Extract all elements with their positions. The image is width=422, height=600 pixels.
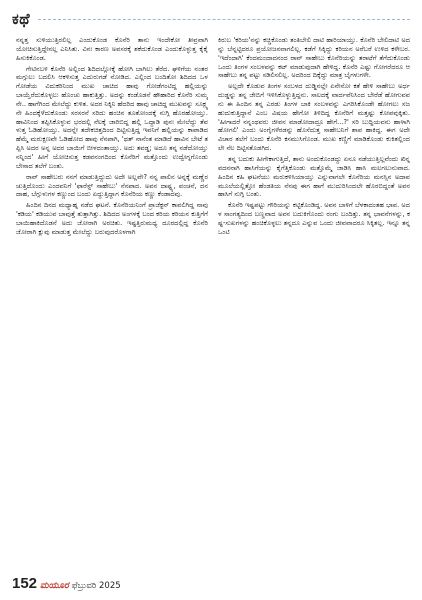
column-right [218, 36, 410, 572]
article-body [16, 36, 410, 572]
paragraph: ನನ್ನತ್ತ ಸುಳಿಯುತ್ತಿರಲಿಲ್ಲ ಎಂದುಕೊಂಡ ಕೊನೆರಿ ತಾನು ಇಂದೇಕೋ ತೀವ್ರವಾಗಿ ಯೋಚಿಸುತ್ತಿದ್ದೇನಲ್ಲ ಎನಿಸಿತು. ವಿನಃ ಕಾರಣ ಅವಸರಕ್ಕೆ ಶಕೆದುಕೊಂಡ ಎಂದುಕೊಳ್ಳುತ್ತ ಕೈಕೈ ಹಿಸುಕಿಕೊಂಡ. [16, 36, 208, 62]
page-footer [12, 575, 121, 597]
paragraph: ಗೇಟಿನಬಳಿ ಕೊನೆರಿ ಅಲ್ಲಿಂದ ಶಿದಿದಲ್ಲೋಕ್ಕೆ ಹೋಗಿ ಬಾಗಿಲು ತೆರೆದ. ಘಳಿಗೆಯ ನಂತರ ಮಗ್ಗುಲು ಬದಲಿಸಿ ಆಕಳಿಸುತ್ತ ಎದುರುಗಡೆ ನೋಡಿದ. ಎಲ್ಲಿಂದ ಬಂದಿತೋ ಶಿದಿದದ ಒಳಗೋಡೆಯ ವಿದುಕರಿನಿಂದ ಮುಖ ಚಾಚಿದ ಹಾವು ಗೋಡೆಗಂಟಿದ್ದ ಹಲ್ಲಿಯನ್ನು ಬಾಯ್ತೆರೆದುಕೊಳ್ಳಲು ಹೊಂಚು ಹಾಕುತ್ತಿತ್ತು. ಅದನ್ನು ಕಂಡೊಡನೆ ಹೌಹಾರಿದ ಕೊನೆರಿ ಸುಮ್ಮನೇ.. ಹಾಗೆಗಿಂದ ಮೇಲೆದ್ದು ಕುಳಿತ. ಅದರ ನಿಕ್ಕಿನಿ ಹೆದರಿದ ಹಾವು ಚಾಚಿದ್ದ ಮುಖವನ್ನು ಸೂಕ್ಷ್ಮನೇ ಹಿಂದಕ್ಕೆಳೆದುಕೊಂಡು ಸರಸರನೆ ಸರಿದು ಹಂಚಿನ ತೂತೋಂದಕ್ಕೆ ನುಗ್ಗಿ ಹೊರಹೋಯ್ತು. ಹಾವಿನಿಂದ ತಪ್ಪಿಸಿಕೊಳ್ಳುವ ಭರದಲ್ಲಿ ನೆಲಕ್ಕೆ ಜಾರಿಬಿದ್ದ ಹಲ್ಲಿ ಒದ್ದಾಡಿ ಪುನಃ ಮೇಲೆದ್ದು ತೆವಳುತ್ತ ಓಡಿಹೋಯ್ತು. ಅದನ್ನೇ ತದೇಕಚಿತ್ತದಿಂದ ದಿಟ್ಟಿಸುತ್ತಿದ್ದ ಇವನಿಗೆ ಹಲ್ಲಿಯನ್ನು ಕಾಪಾಡಿದ ಹೆಮ್ಮೆ ಮರುಕ್ಷಣವೇ ಓಡಿಹೋದ ಹಾವು ನೆನಪಾಗಿ, 'ಥತ್ ನಾನೆಂತ ಮಾಡಿದೆ ಹಾವಿನ ಬೇಟೆ ತಪ್ಪಿಸಿ ಅದರ ಅನ್ನ ಅದರ ಬಾಯಿಗೆ ಬೀಳದಂತಾಯ್ತು. ಅದು ತವಡ್ಡ; ಅದೂ ತನ್ನ ನಡೆದೋಯ್ತು ನನ್ನಿಂದ' ಹೀಗೆ ಯೋಚಿಸುತ್ತ ಕಡವನಂಗದಿಂದ ಕೊನೆರಿಗೆ ಮತ್ತೊಂದು ಉದ್ವೇಗ್ನಗೊಂಡು ಬೇಸಾದ ತಲೆಗೆ ಬಂತು. [16, 64, 208, 170]
page-number: 152 [12, 575, 38, 592]
issue-date: ಫೆಬ್ರುವರಿ 2025 [71, 581, 121, 591]
title-rule [38, 19, 410, 20]
paragraph: ರಾವ್ ಸಾಹೇಬರು ನನಗೆ ಮಾಡುತ್ತಿದ್ದುದು ಅದೇ ಅಲ್ಲವೇ? ನನ್ನ ಪಾಲಿನ ಅನ್ನಕ್ಕೆ ಮಣ್ಣೆರಚುತ್ತಿದೊಂದು ಎಂದವನಿಗೆ 'ಫಾರೆಸ್ಟ್ ಸಾಹೇಬು' ನೆನಪಾದ. ಅವನ ದಾಷ್ಟ್ಯ, ವಂಚನೆ, ದನದಾಹ, ಬೆಗ್ಗುಳುಗಳ ಕಣ್ಣುಂದ ಬಂದು ಏದ್ದುತ್ತಿದ್ದಾಗ ಕೊನೆರಿಯ ಕಣ್ಣು ಕೆಂಡಾದವು. [16, 172, 208, 199]
paragraph: ಅಲ್ಲದೇ ಕೊಡುವ ತಿಂಗಳ ಸಂಬಳದ ದುಡ್ಡಿನಲ್ಲೇ ಏನೇನೋ ಕತೆ ಹೇಳಿ ಸಾಹೇಬು ಅರ್ಧ ದುಡ್ಡನ್ನು ತನ್ನ ಜೇಬಿಗೆ ಇಳಿಸಿಕೊಳ್ಳುತ್ತಿದ್ದನು. ಸಾಲದಕ್ಕೆ ವಾರ್ದವೆನಿಸಿಂದ ಬೇರೆಡೆ ಹೋಗುವವನು ಈ ಹಿಂದಿನ ತನ್ನ ಎರಡು ತಿಂಗಳ ಬಾಕಿ ಸಂಬಳವನ್ನು ಎಗರಿಸಿಕೊಂಡೇ ಹೋಗಲು ಸಜ ಹುದುಕುತ್ತಿದ್ದಾನೆ ಎಂಬ ವಿಷಯ ಹೇಗೋ ತಿಳಿದಿದ್ದ ಕೊನೆರಿಗೆ ಮತ್ತಷ್ಟು ಕೋಪವುಕ್ಕಿತು. 'ಹೀಗಾದರೆ ನನ್ನಂಥವರು ಜೀವನ ಮಾಡೋದಾದ್ರೂ ಹೇಗೆ...?' ಸರಿ ಬುದ್ದಿಯವನು ಹಾಳಾಗಿ ಹೋಗಲಿ' ಎಂದು ಅಂಗೈಗಳೆರಡನ್ನು ಹೊಸೆದುತ್ತ ಸಾಹೇಬನಿಗೆ ಶಾಪ ಹಾಕಿದ್ದ. ಈಗ ಅದೇ ವಿಚಾರ ತಲೆಗೆ ಬಂದು ಕೊನೆರಿ ಕಸಮುಸಿಗೊಂಡ. ಮುಖ ಕಣ್ಣಿಗೆ ಮಾಡಿಕೊಂಡು ಕುಕಿತಲ್ಲಿಂದಲೇ ನೆಲ ದಿಟ್ಟಿಸತೊಡಗಿದ. [218, 82, 410, 153]
paragraph: ಹಿಂದಿನ ದಿನದ ಮಧ್ಯಾಹ್ನ ನಡೆದ ಘಟನೆ. ಕೊನೆರಿಯನಿಂಗೆ ಪ್ರಾಜೆಕ್ಟನ್ ಕಾವಲಿಗಿದ್ದ ನಾವು 'ಕಡಿಯ' ಕಡಿಯುವ ಬಾವುತ್ತೆ ತುತ್ತಾಗಿತ್ತು. ಶಿದಿದದ ಅಂಗಳಕ್ಕೆ ಬಂದ ಕರಿಯ ಕರಿಯನ ಕುತ್ತಿಗೆಗೆ ಬಾಯಿಹಾಕಿದೊಡನೆ ಅದು ಜೋರಾಗಿ ಅರಚಿತು. ಇಷ್ಟತ್ತಿರುಮಧ್ಯ ದೂರದಲ್ಲಿದ್ದ ಕೊನೆರಿ ಜೋರಾಗಿ ಕ್ಲುವು ಮಾಡುತ್ತ ಮೇಲೆದ್ದು ಬರುವುದರೊಳಗಾಗಿ [16, 201, 208, 236]
paragraph: ತನ್ನ ಬದುಕು ಹೀಗೇಕಾಗುತ್ತಿದೆ, ತಾನು ಅಂದುಕೊಂಡದ್ದು ಏನೂ ನಡೆಯುತ್ತಿಲ್ಲವೆಂದು ಖಿನ್ನವದನನಾಗಿ ಹಾಸಿಗೆಯನ್ನು ಕೈಗೆತ್ತಿಕೊಂಡು ಮತ್ತೊಮ್ಮೆ ಜಾಡಿಸಿ ಹಾಸಿ ಮಲಗಲುನುವಾದ. ಹಿಂದಿನ ಕಹಿ ಘಟನೆಯು ಮರುಕಳಿಸಿಯಾಯ್ತು ಎನ್ನುವಾಗಲೇ ಕೊನೆರಿಯ ಮನಸ್ಸಿನ ಅದಾವ ಮೂಲೆಯಲ್ಲಿತ್ತೋ ಹೆಂಡತಿಯ ನೆನಪು ಈಗ ಹಾಗೆ ಮುದುರಿಸಿಂದಲೇ ಹೊರಬಿದ್ದಂತೆ ಅವನ ಹಾಸಿಗೆ ನುಗ್ಗಿ ಬಂತು. [218, 154, 410, 199]
column-left [16, 36, 208, 572]
page-header [12, 8, 410, 30]
paragraph: ಕಿರುಬ 'ಕರಿಯ'ನನ್ನು ಕಚ್ಚಿಕೊಂಡು ತಂತಿಬೇಲಿ ದಾಟಿ ಹಾರಿಯಾಯ್ತು. ಕೊನೆರಿ ಬೇಲಿದಾಟಿ ಅದನ್ನು ಬೆನ್ನಟ್ಟಿದರೂ ಪ್ರಯೋಜನವಾಗಲಿಲ್ಲ. ಕಡೆಗೆ ಸಿಕ್ಕಿದ್ದು ಕರಿಯನ ಅರೆಬರೆ ಉಳಿದ ಕಳೇಬರ. 'ಇದೆಂದಾಗಿ' ಕೆಂದಮಂದಾದನಂದ ರಾವ್ ಸಾಹೇಬು ಕೊನೆರಿಯನ್ನು ತರಾಟೆಗೆ ತೆಗೆದುಕೊಂಡು ಒಂದು ತಿಂಗಳ ಸಂಬಳವನ್ನು ಕಟ್ ಮಾಡುವುದಾಗಿ ಹೇಳಿದ್ದ. ಕೊನೆರಿ ಎಷ್ಟು ಗೋಗರೆದರೂ ಆ ಸಾಹೇಬು ತನ್ನ ಪಟ್ಟು ಸಡಿಲಿಸಲಿಲ್ಲ. ಅದರಿಂದ ದಿಕ್ಕೆದ್ದು ಮಾತ್ರ ಬೈಗಳುಗಳೇ. [218, 36, 410, 80]
section-title: ಕಥೆ [12, 10, 31, 28]
magazine-logo: ಮಯೂರ [40, 581, 69, 591]
paragraph: ಕೊನೆರಿ ಇಷ್ಟಪಟ್ಟು ಗೌರಿಯನ್ನು ಕಟ್ಟಿಕೊಂಡಿದ್ದ. ಅವನ ಬಾಳಿಗೆ ಬೆಳಕಾದಂತಹ ಭಾವ. ಅದಳ ಸಾಂಗತ್ಯದಿಂದ ಬಣ್ಣವಾದ ಅವನ ಬದುಕಿಗೊಂದು ರಂಗು ಬಂದಿತ್ತು. ತನ್ನ ಭಾವನೆಗಳನ್ನು, ಕಷ್ಟ-ಸುಖಗಳನ್ನು ಹಂಚಿಕೊಳ್ಳಲು ತನ್ನದೂ ಎನ್ನುವ ಒಂದು ಜೀವವಾದರೂ ಸಿಕ್ಕಿತಲ್ಲ. ಇನ್ನೂ ತನ್ನ ಒಂಟಿ [218, 201, 410, 236]
